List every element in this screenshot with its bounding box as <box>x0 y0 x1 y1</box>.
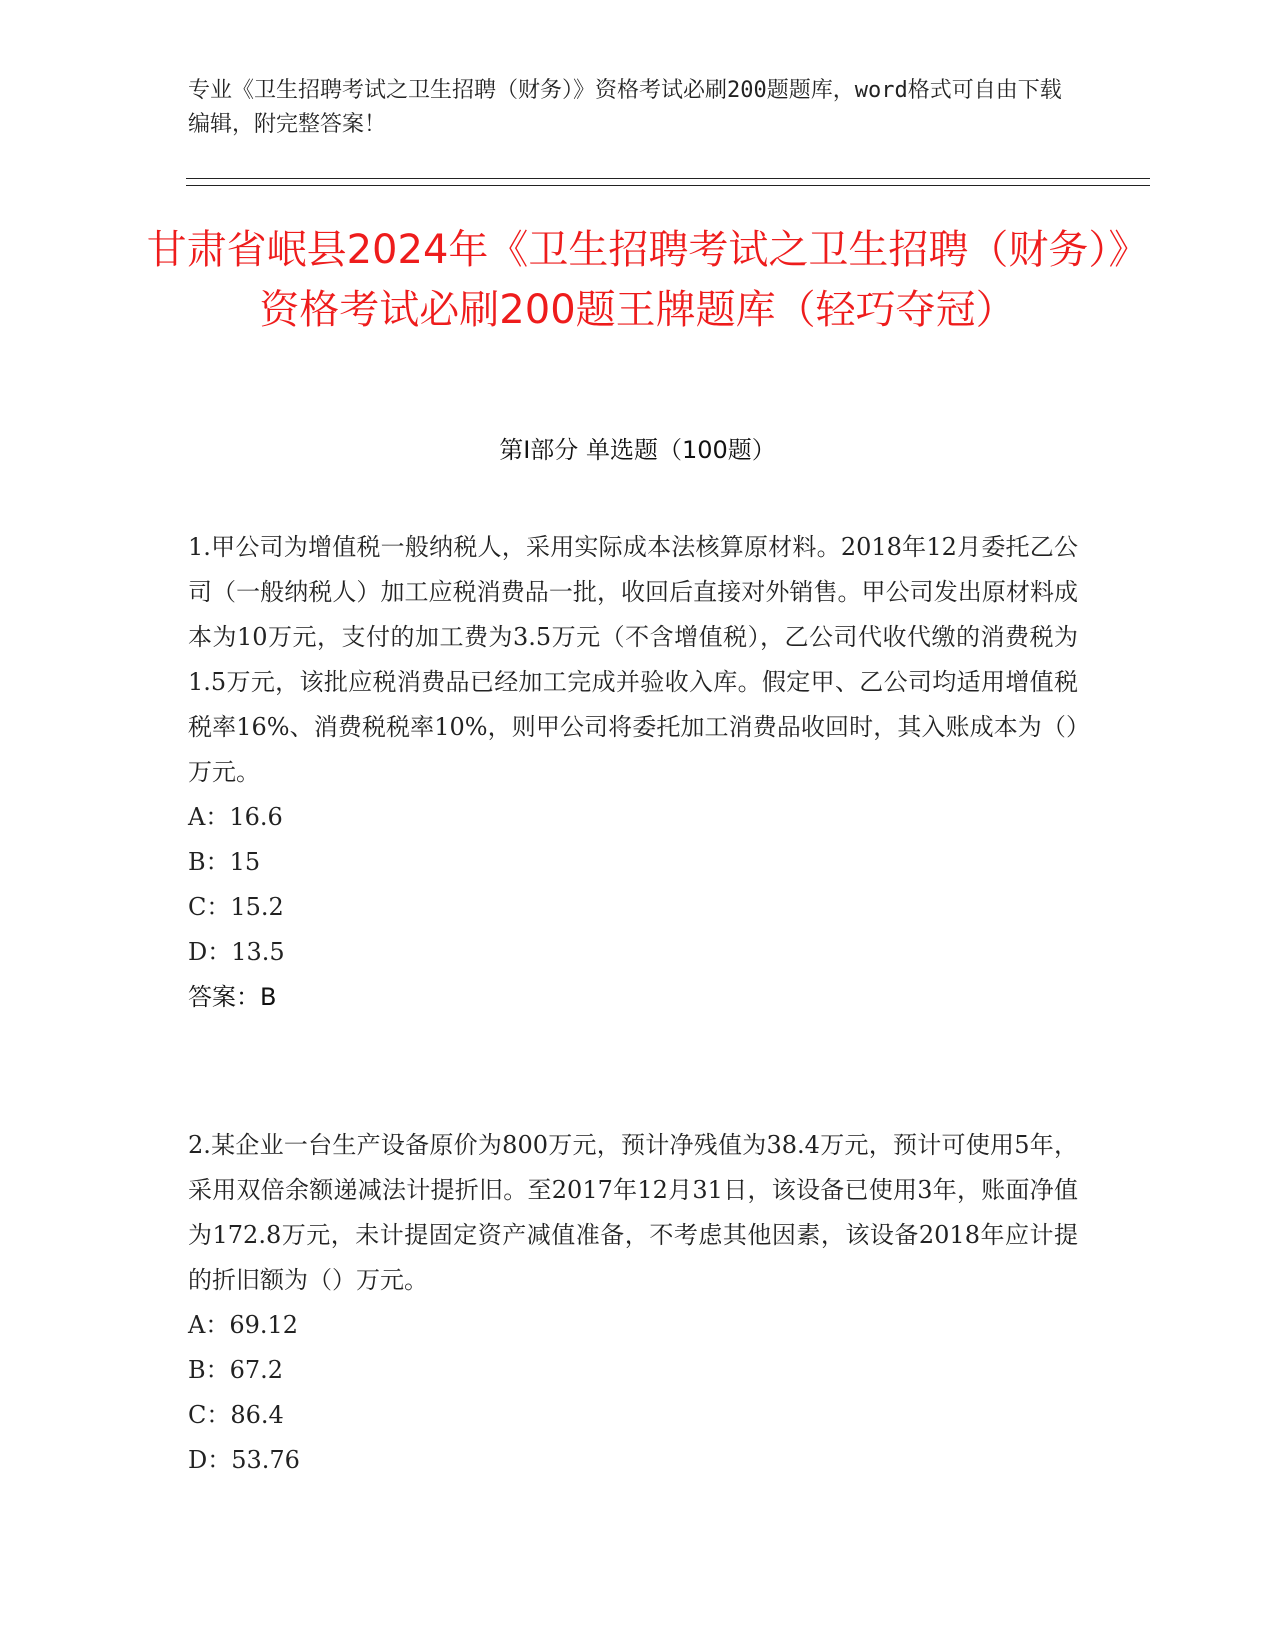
option-c: C：86.4 <box>188 1401 284 1429</box>
header-note: 专业《卫生招聘考试之卫生招聘（财务）》资格考试必刷200题题库，word格式可自由下载编辑，附完整答案！ <box>188 78 1062 137</box>
option-c: C：15.2 <box>188 893 284 921</box>
header-rule-top <box>186 178 1150 179</box>
section-heading: 第I部分 单选题（100题） <box>499 436 776 464</box>
question-2 <box>188 1123 1078 1483</box>
document-title: 甘肃省岷县2024年《卫生招聘考试之卫生招聘（财务）》资格考试必刷200题王牌题库（轻巧夺冠） <box>146 227 1129 333</box>
question-text: 2.某企业一台生产设备原价为800万元，预计净残值为38.4万元，预计可使用5年，采用双倍余额递减法计提折旧。至2017年12月31日，该设备已使用3年，账面净值为172.8万元，未计提固定资产减值准备，不考虑其他因素，该设备2018年应计提的折旧额为（）万元。 <box>188 1131 1078 1294</box>
option-d: D：13.5 <box>188 938 285 966</box>
question-1 <box>188 525 1078 1020</box>
option-b: B：67.2 <box>188 1356 284 1384</box>
answer: 答案：B <box>188 983 277 1011</box>
option-d: D：53.76 <box>188 1446 300 1474</box>
option-a: A：69.12 <box>188 1311 299 1339</box>
header-rule-bottom <box>186 185 1150 186</box>
option-b: B：15 <box>188 848 261 876</box>
option-a: A：16.6 <box>188 803 283 831</box>
question-text: 1.甲公司为增值税一般纳税人，采用实际成本法核算原材料。2018年12月委托乙公司（一般纳税人）加工应税消费品一批，收回后直接对外销售。甲公司发出原材料成本为10万元，支付的加工费为3.5万元（不含增值税），乙公司代收代缴的消费税为1.5万元，该批应税消费品已经加工完成并验收入库。假定甲、乙公司均适用增值税税率16%、消费税税率10%，则甲公司将委托加工消费品收回时，其入账成本为（）万元。 <box>188 533 1078 786</box>
